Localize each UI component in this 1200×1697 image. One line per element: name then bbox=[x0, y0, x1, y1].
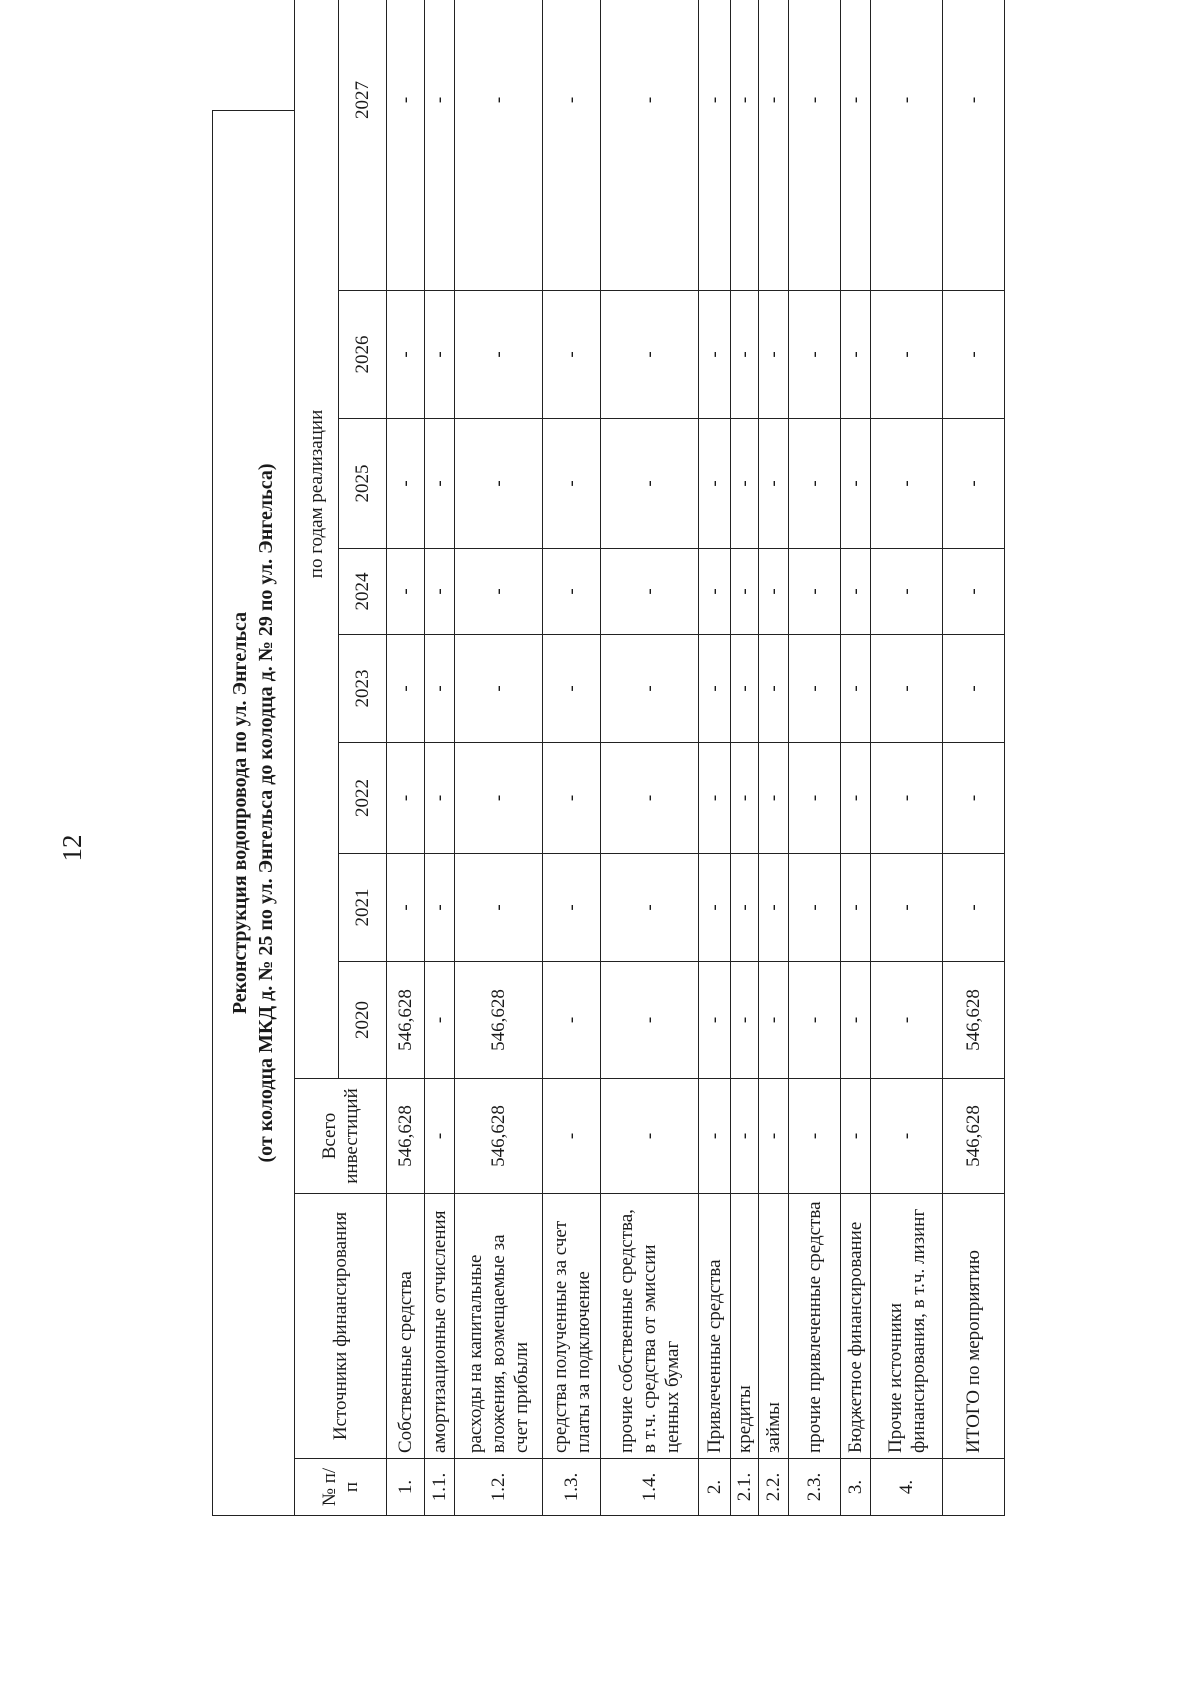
table-row bbox=[943, 0, 1005, 1516]
row-year-2021: - bbox=[943, 854, 1005, 962]
row-year-2020: - bbox=[601, 962, 699, 1079]
table-row bbox=[425, 0, 455, 1516]
row-year-2024: - bbox=[387, 549, 425, 635]
table-row bbox=[699, 0, 731, 1516]
row-total: - bbox=[425, 1079, 455, 1194]
row-year-2023: - bbox=[455, 635, 543, 743]
table-row bbox=[387, 0, 425, 1516]
row-year-2024: - bbox=[841, 549, 871, 635]
row-year-2025: - bbox=[543, 419, 601, 549]
row-year-2025: - bbox=[601, 419, 699, 549]
row-source: средства полученные за счет платы за подключение bbox=[543, 1194, 601, 1459]
header-year-2025: 2025 bbox=[339, 419, 387, 549]
row-year-2027: - bbox=[759, 0, 789, 291]
header-year-2022: 2022 bbox=[339, 743, 387, 854]
header-by-years: по годам реализации bbox=[295, 0, 339, 1079]
row-year-2021: - bbox=[699, 854, 731, 962]
row-year-2025: - bbox=[759, 419, 789, 549]
row-source: Собственные средства bbox=[387, 1194, 425, 1459]
row-year-2026: - bbox=[425, 291, 455, 419]
row-year-2022: - bbox=[425, 743, 455, 854]
row-year-2023: - bbox=[759, 635, 789, 743]
row-year-2020: - bbox=[699, 962, 731, 1079]
row-total: - bbox=[871, 1079, 943, 1194]
row-year-2027: - bbox=[699, 0, 731, 291]
row-year-2022: - bbox=[871, 743, 943, 854]
row-number: 4. bbox=[871, 1459, 943, 1516]
row-year-2026: - bbox=[789, 291, 841, 419]
row-year-2022: - bbox=[387, 743, 425, 854]
row-year-2020: - bbox=[789, 962, 841, 1079]
row-year-2020: 546,628 bbox=[387, 962, 425, 1079]
row-number: 1.2. bbox=[455, 1459, 543, 1516]
table-row bbox=[543, 0, 601, 1516]
row-year-2022: - bbox=[789, 743, 841, 854]
header-number: № п/п bbox=[295, 1459, 387, 1516]
row-year-2022: - bbox=[759, 743, 789, 854]
row-year-2022: - bbox=[943, 743, 1005, 854]
header-total: Всего инвестиций bbox=[295, 1079, 387, 1194]
row-year-2022: - bbox=[841, 743, 871, 854]
row-source: ИТОГО по мероприятию bbox=[943, 1194, 1005, 1459]
row-year-2026: - bbox=[455, 291, 543, 419]
table-row bbox=[789, 0, 841, 1516]
row-year-2027: - bbox=[601, 0, 699, 291]
row-source: прочие собственные средства, в т.ч. средства от эмиссии ценных бумаг bbox=[601, 1194, 699, 1459]
row-source: Прочие источники финансирования, в т.ч. лизинг bbox=[871, 1194, 943, 1459]
row-year-2021: - bbox=[841, 854, 871, 962]
row-total: 546,628 bbox=[455, 1079, 543, 1194]
row-year-2023: - bbox=[601, 635, 699, 743]
financing-table bbox=[294, 0, 1005, 1516]
row-year-2022: - bbox=[543, 743, 601, 854]
header-year-2027: 2027 bbox=[339, 0, 387, 291]
row-source: прочие привлеченные средства bbox=[789, 1194, 841, 1459]
row-total: - bbox=[841, 1079, 871, 1194]
row-year-2026: - bbox=[943, 291, 1005, 419]
row-number: 1.1. bbox=[425, 1459, 455, 1516]
row-year-2027: - bbox=[543, 0, 601, 291]
row-year-2027: - bbox=[387, 0, 425, 291]
row-year-2020: - bbox=[543, 962, 601, 1079]
row-year-2023: - bbox=[841, 635, 871, 743]
row-year-2024: - bbox=[425, 549, 455, 635]
row-year-2023: - bbox=[731, 635, 759, 743]
row-year-2025: - bbox=[943, 419, 1005, 549]
table-row bbox=[841, 0, 871, 1516]
table-row bbox=[731, 0, 759, 1516]
row-total: - bbox=[601, 1079, 699, 1194]
row-year-2020: - bbox=[425, 962, 455, 1079]
row-number: 1.3. bbox=[543, 1459, 601, 1516]
row-number: 2.1. bbox=[731, 1459, 759, 1516]
row-year-2020: - bbox=[871, 962, 943, 1079]
row-year-2023: - bbox=[425, 635, 455, 743]
document-title bbox=[212, 110, 294, 1516]
row-year-2025: - bbox=[425, 419, 455, 549]
row-year-2020: - bbox=[731, 962, 759, 1079]
table-row bbox=[455, 0, 543, 1516]
row-source: амортизационные отчисления bbox=[425, 1194, 455, 1459]
row-source: расходы на капитальные вложения, возмещаемые за счет прибыли bbox=[455, 1194, 543, 1459]
row-year-2026: - bbox=[731, 291, 759, 419]
header-year-2021: 2021 bbox=[339, 854, 387, 962]
row-year-2020: 546,628 bbox=[455, 962, 543, 1079]
row-year-2027: - bbox=[731, 0, 759, 291]
row-year-2024: - bbox=[871, 549, 943, 635]
row-number: 2.3. bbox=[789, 1459, 841, 1516]
row-year-2024: - bbox=[601, 549, 699, 635]
row-year-2027: - bbox=[943, 0, 1005, 291]
row-source: Привлеченные средства bbox=[699, 1194, 731, 1459]
table-body bbox=[387, 0, 1005, 1516]
row-year-2027: - bbox=[789, 0, 841, 291]
row-year-2020: - bbox=[841, 962, 871, 1079]
row-total: - bbox=[731, 1079, 759, 1194]
row-year-2023: - bbox=[871, 635, 943, 743]
row-year-2025: - bbox=[455, 419, 543, 549]
row-number: 1.4. bbox=[601, 1459, 699, 1516]
row-year-2026: - bbox=[871, 291, 943, 419]
row-year-2026: - bbox=[387, 291, 425, 419]
row-year-2024: - bbox=[759, 549, 789, 635]
row-source: Бюджетное финансирование bbox=[841, 1194, 871, 1459]
row-year-2023: - bbox=[387, 635, 425, 743]
row-number: 2.2. bbox=[759, 1459, 789, 1516]
row-year-2021: - bbox=[387, 854, 425, 962]
title-line-1: Реконструкция водопровода по ул. Энгельса bbox=[229, 611, 251, 1015]
row-year-2025: - bbox=[841, 419, 871, 549]
row-source: займы bbox=[759, 1194, 789, 1459]
row-year-2021: - bbox=[455, 854, 543, 962]
row-year-2021: - bbox=[871, 854, 943, 962]
row-year-2024: - bbox=[699, 549, 731, 635]
row-year-2021: - bbox=[425, 854, 455, 962]
header-year-2023: 2023 bbox=[339, 635, 387, 743]
row-year-2023: - bbox=[943, 635, 1005, 743]
row-year-2027: - bbox=[871, 0, 943, 291]
row-year-2026: - bbox=[601, 291, 699, 419]
row-year-2024: - bbox=[789, 549, 841, 635]
row-total: - bbox=[543, 1079, 601, 1194]
row-year-2026: - bbox=[699, 291, 731, 419]
row-year-2025: - bbox=[387, 419, 425, 549]
row-year-2025: - bbox=[731, 419, 759, 549]
row-year-2026: - bbox=[543, 291, 601, 419]
row-total: - bbox=[699, 1079, 731, 1194]
table-row bbox=[601, 0, 699, 1516]
row-source: кредиты bbox=[731, 1194, 759, 1459]
row-year-2024: - bbox=[543, 549, 601, 635]
row-total: 546,628 bbox=[387, 1079, 425, 1194]
row-year-2021: - bbox=[543, 854, 601, 962]
row-year-2022: - bbox=[731, 743, 759, 854]
row-year-2025: - bbox=[699, 419, 731, 549]
row-number: 2. bbox=[699, 1459, 731, 1516]
page-number: 12 bbox=[57, 834, 87, 862]
row-year-2020: 546,628 bbox=[943, 962, 1005, 1079]
header-year-2026: 2026 bbox=[339, 291, 387, 419]
row-total: - bbox=[789, 1079, 841, 1194]
row-year-2022: - bbox=[699, 743, 731, 854]
row-total: - bbox=[759, 1079, 789, 1194]
row-number bbox=[943, 1459, 1005, 1516]
row-number: 3. bbox=[841, 1459, 871, 1516]
row-year-2023: - bbox=[789, 635, 841, 743]
row-year-2022: - bbox=[601, 743, 699, 854]
header-source: Источники финансирования bbox=[295, 1194, 387, 1459]
row-year-2021: - bbox=[759, 854, 789, 962]
row-year-2027: - bbox=[455, 0, 543, 291]
table-row bbox=[759, 0, 789, 1516]
row-year-2026: - bbox=[759, 291, 789, 419]
row-year-2024: - bbox=[731, 549, 759, 635]
row-year-2021: - bbox=[789, 854, 841, 962]
rotated-page-content bbox=[212, 80, 1180, 1516]
row-year-2024: - bbox=[455, 549, 543, 635]
table-row bbox=[871, 0, 943, 1516]
row-number: 1. bbox=[387, 1459, 425, 1516]
row-year-2025: - bbox=[871, 419, 943, 549]
row-year-2025: - bbox=[789, 419, 841, 549]
row-year-2023: - bbox=[699, 635, 731, 743]
row-year-2020: - bbox=[759, 962, 789, 1079]
row-year-2027: - bbox=[841, 0, 871, 291]
row-year-2024: - bbox=[943, 549, 1005, 635]
title-line-2: (от колодца МКД д. № 25 по ул. Энгельса до колодца д. № 29 по ул. Энгельса) bbox=[255, 463, 277, 1163]
row-total: 546,628 bbox=[943, 1079, 1005, 1194]
row-year-2027: - bbox=[425, 0, 455, 291]
row-year-2021: - bbox=[731, 854, 759, 962]
row-year-2023: - bbox=[543, 635, 601, 743]
header-year-2024: 2024 bbox=[339, 549, 387, 635]
row-year-2022: - bbox=[455, 743, 543, 854]
row-year-2021: - bbox=[601, 854, 699, 962]
header-year-2020: 2020 bbox=[339, 962, 387, 1079]
row-year-2026: - bbox=[841, 291, 871, 419]
